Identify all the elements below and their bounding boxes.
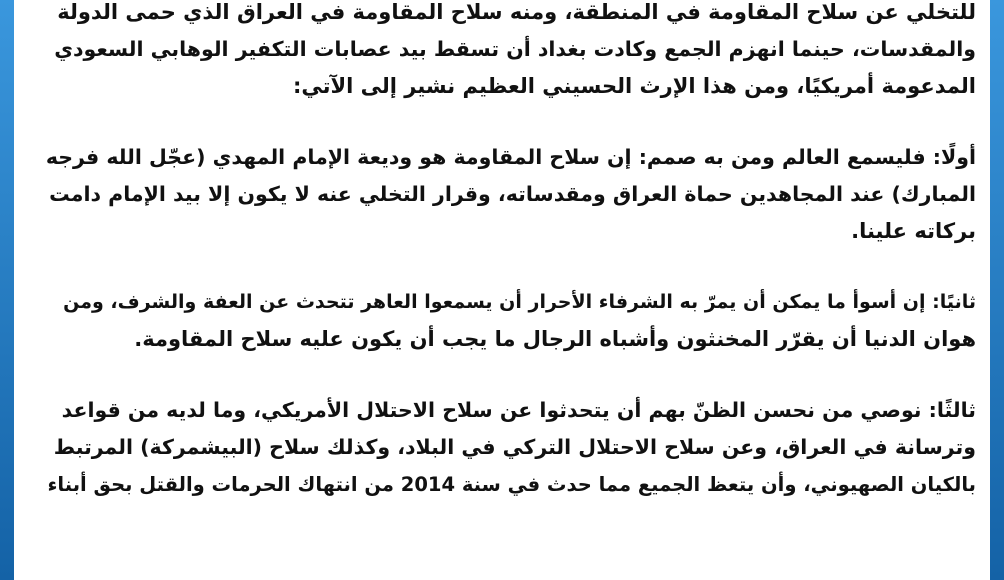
text-line: أولًا: فليسمع العالم ومن به صمم: إن سلاح المقاومة هو وديعة الإمام المهدي (عجّل الله فرجه	[45, 145, 976, 169]
text-line: ثالثًا: نوصي من نحسن الظنّ بهم أن يتحدثوا عن سلاح الاحتلال الأمريكي، وما لديه من قواعد	[61, 398, 976, 422]
text-line: بالكيان الصهيوني، وأن يتعظ الجميع مما حدث في سنة 2014 من انتهاك الحرمات والقتل بحق أبناء	[47, 473, 976, 496]
paragraph-intro	[42, 0, 976, 105]
text-line: للتخلي عن سلاح المقاومة في المنطقة، ومنه سلاح المقاومة في العراق الذي حمى الدولة	[57, 0, 976, 24]
statement-text	[42, 0, 976, 537]
text-line: المبارك) عند المجاهدين حماة العراق ومقدساته، وقرار التخلي عنه لا يكون إلا بيد الإمام دامت	[49, 182, 976, 206]
text-line: والمقدسات، حينما انهزم الجمع وكادت بغداد أن تسقط بيد عصابات التكفير الوهابي السعودي	[54, 37, 976, 61]
left-blue-border	[0, 0, 14, 580]
text-line: المدعومة أمريكيًا، ومن هذا الإرث الحسيني العظيم نشير إلى الآتي:	[292, 74, 976, 98]
text-line: بركاته علينا.	[851, 219, 976, 243]
text-line: هوان الدنيا أن يقرّر المخنثون وأشباه الرجال ما يجب أن يكون عليه سلاح المقاومة.	[134, 327, 976, 351]
paragraph-third	[42, 392, 976, 503]
paragraph-first	[42, 139, 976, 250]
text-line: وترسانة في العراق، وعن سلاح الاحتلال التركي في البلاد، وكذلك سلاح (البيشمركة) المرتبط	[53, 435, 976, 459]
right-blue-border	[990, 0, 1004, 580]
text-line: ثانيًا: إن أسوأ ما يمكن أن يمرّ به الشرفاء الأحرار أن يسمعوا العاهر تتحدث عن العفة والشرف، ومن	[63, 291, 976, 313]
statement-card	[14, 0, 990, 580]
paragraph-second	[42, 284, 976, 358]
